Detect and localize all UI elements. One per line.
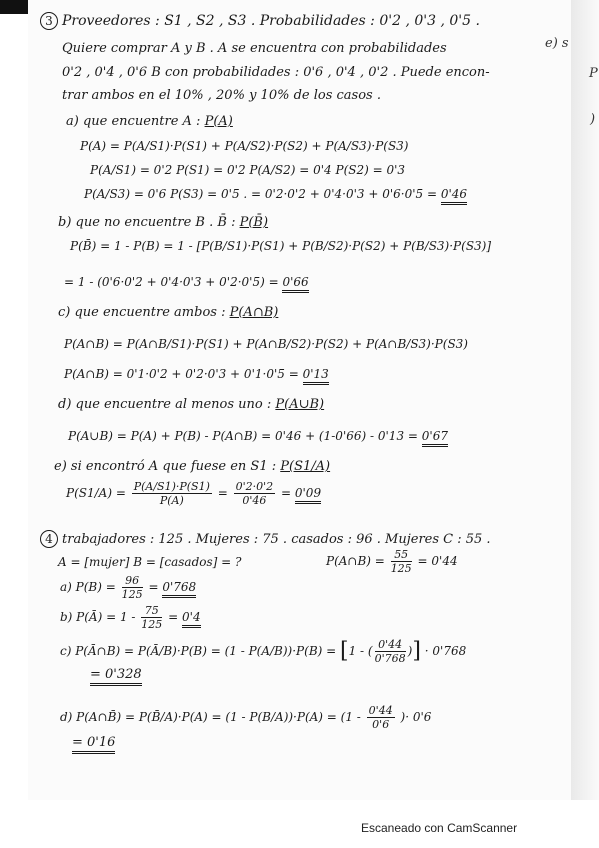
problem4-number: 4 (40, 530, 58, 548)
problem3-e-result: 0'09 (295, 486, 321, 504)
margin-mark-e: e) s (545, 36, 569, 51)
problem3-e-heading: e) si encontró A que fuese en S1 : P(S1/A) (54, 459, 331, 474)
problem4-c: c) P(Ā∩B) = P(Ā/B)·P(B) = (1 - P(A/B))·P(B) = [1 - ( $\frac{0'44}{0'768}$ )] · 0'768 (60, 638, 467, 665)
problem4-a: a) P(B) = $\frac{96}{125}$ = 0'768 (60, 574, 197, 601)
problem4-d-result: = 0'16 (72, 736, 115, 749)
problem4-d: d) P(A∩B̄) = P(B̄/A)·P(A) = (1 - P(B/A))·P(A) = (1 - $\frac{0'44}{0'6}$ )· 0'6 (60, 704, 432, 731)
problem3-b-calc: = 1 - (0'6·0'2 + 0'4·0'3 + 0'2·0'5) = 0'66 (64, 276, 309, 288)
problem3-a-formula: P(A) = P(A/S1)·P(S1) + P(A/S2)·P(S2) + P(A/S3)·P(S3) (80, 139, 409, 153)
problem3-c-calc: P(A∩B) = 0'1·0'2 + 0'2·0'3 + 0'1·0'5 = 0'13 (64, 368, 329, 380)
problem4-pab: P(A∩B) = $\frac{55}{125}$ = 0'44 (326, 548, 458, 575)
problem3-b-heading: b) que no encuentre B . B̄ : P(B̄) (58, 215, 269, 230)
problem3-number: 3 (40, 12, 58, 30)
problem3-e-fraction2: $\frac{0'2\cdot 0'2}{0'46}$ (235, 480, 274, 507)
problem4-a-result: 0'768 (162, 580, 196, 598)
problem4-b: b) P(Ā) = 1 - $\frac{75}{125}$ = 0'4 (60, 604, 201, 631)
problem3-d-calc: P(A∪B) = P(A) + P(B) - P(A∩B) = 0'46 + (1-0'66) - 0'13 = 0'67 (68, 430, 448, 442)
problem3-c-result: 0'13 (303, 367, 329, 385)
problem4-a-fraction: $\frac{96}{125}$ (121, 574, 143, 601)
problem4-line1: 4 trabajadores : 125 . Mujeres : 75 . casados : 96 . Mujeres C : 55 . (40, 530, 491, 548)
problem3-d-heading: d) que encuentre al menos uno : P(A∪B) (58, 397, 325, 412)
camscanner-footer: Escaneado con CamScanner (361, 821, 518, 835)
problem4-pab-fraction: $\frac{55}{125}$ (390, 548, 412, 575)
problem3-line3: 0'2 , 0'4 , 0'6 B con probabilidades : 0'6 , 0'4 , 0'2 . Puede encon- (62, 65, 490, 80)
problem3-e-calc: P(S1/A) = $\frac{P(A/S1)\cdot P(S1)}{P(A)}$ = $\frac{0'2\cdot 0'2}{0'46}$ = 0'09 (66, 480, 322, 507)
problem3-a-heading: a) que encuentre A : P(A) (66, 114, 233, 129)
problem4-b-fraction: $\frac{75}{125}$ (141, 604, 163, 631)
problem3-line1: 3 Proveedores : S1 , S2 , S3 . Probabilidades : 0'2 , 0'3 , 0'5 . (40, 12, 480, 30)
problem3-e-fraction1: $\frac{P(A/S1)\cdot P(S1)}{P(A)}$ (133, 480, 210, 507)
problem3-e-target: P(S1/A) (280, 459, 331, 474)
problem4-b-result: 0'4 (182, 610, 201, 628)
problem3-b-formula: P(B̄) = 1 - P(B) = 1 - [P(B/S1)·P(S1) + P(B/S2)·P(S2) + P(B/S3)·P(S3)] (70, 239, 492, 253)
problem3-c-target: P(A∩B) (229, 305, 279, 320)
problem3-line2: Quiere comprar A y B . A se encuentra con probabilidades (62, 41, 447, 56)
problem3-a-result: 0'46 (441, 187, 467, 205)
problem4-definitions: A = [mujer] B = [casados] = ? (58, 555, 242, 569)
problem3-c-heading: c) que encuentre ambos : P(A∩B) (58, 305, 279, 320)
problem3-d-target: P(A∪B) (275, 397, 325, 412)
problem3-b-result: 0'66 (282, 275, 308, 293)
problem3-a-target: P(A) (204, 114, 233, 129)
problem3-b-target: P(B̄) (239, 215, 269, 230)
notebook-page (28, 0, 571, 800)
problem3-d-result: 0'67 (422, 429, 448, 447)
problem4-c-fraction: $\frac{0'44}{0'768}$ (374, 638, 406, 665)
margin-mark-p: P (589, 66, 598, 81)
problem3-c-formula: P(A∩B) = P(A∩B/S1)·P(S1) + P(A∩B/S2)·P(S2) + P(A∩B/S3)·P(S3) (64, 337, 468, 351)
margin-mark-paren: ) (590, 112, 596, 127)
problem3-a-calc: P(A/S3) = 0'6 P(S3) = 0'5 . = 0'2·0'2 + 0'4·0'3 + 0'6·0'5 = 0'46 (84, 188, 467, 200)
problem4-c-result: = 0'328 (90, 668, 142, 681)
problem3-a-values: P(A/S1) = 0'2 P(S1) = 0'2 P(A/S2) = 0'4 P(S2) = 0'3 (90, 163, 406, 177)
problem3-line4: trar ambos en el 10% , 20% y 10% de los casos . (62, 88, 381, 103)
problem4-d-fraction: $\frac{0'44}{0'6}$ (368, 704, 393, 731)
